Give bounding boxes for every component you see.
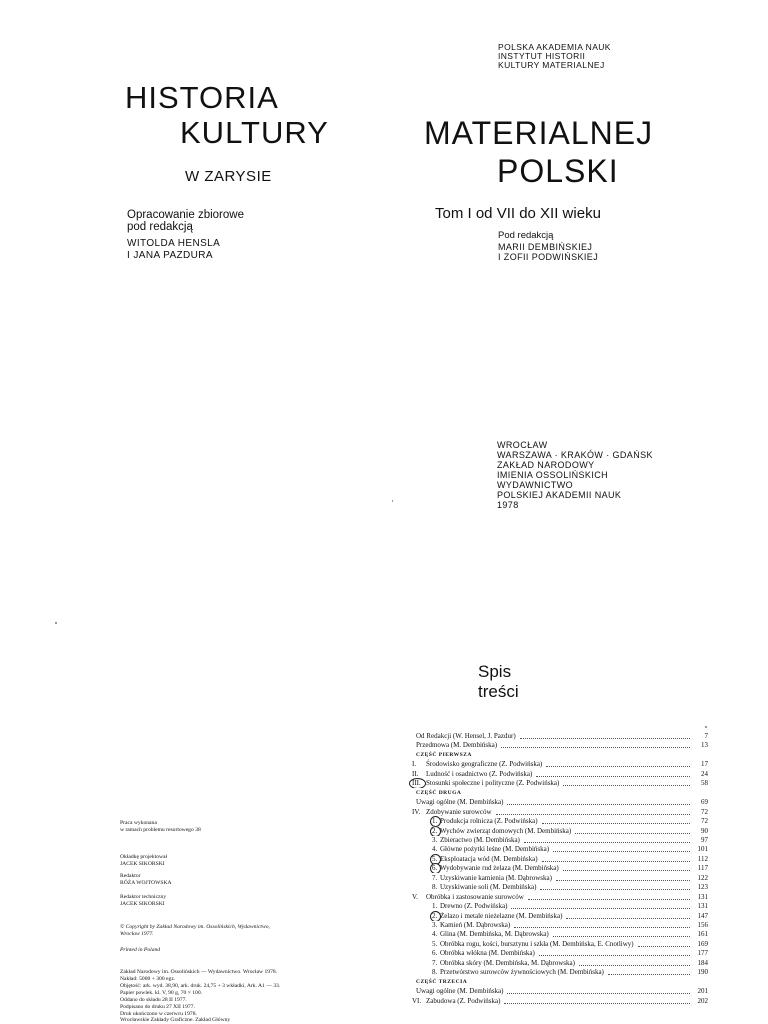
toc-entry-page: 72	[701, 808, 708, 816]
imprint-detail-line: Oddano do składu 28 II 1977.	[120, 997, 187, 1003]
toc-leader-dots	[524, 835, 690, 843]
toc-entry-number: 3.	[432, 836, 438, 844]
toc-entry-number: 8.	[432, 968, 438, 976]
toc-entry	[400, 778, 712, 788]
edited-by-label: Pod redakcją	[498, 230, 554, 241]
toc-entry-title: Glina (M. Dembińska, M. Dąbrowska)	[440, 930, 549, 938]
toc-entry-page: 122	[697, 874, 708, 882]
toc-leader-dots	[496, 807, 690, 815]
toc-leader-dots	[504, 996, 690, 1004]
volume-editors-line1: MARII DEMBIŃSKIEJ	[498, 242, 593, 252]
toc-leader-dots	[542, 854, 690, 862]
toc-leader-dots	[514, 920, 690, 928]
toc-leader-dots	[511, 901, 690, 909]
toc-entry-page: 201	[697, 987, 708, 995]
toc-entry	[400, 844, 712, 854]
toc-entry-title: Eksploatacja wód (M. Dembińska)	[440, 855, 538, 863]
toc-entry	[400, 816, 712, 826]
toc-entry-page: 177	[697, 949, 708, 957]
imprint-detail-line: Wrocławskie Zakłady Graficzne. Zakład Główny	[120, 1017, 231, 1023]
toc-entry-number: 2.	[432, 912, 438, 920]
imprint-detail-line: Druk ukończono w czerwcu 1978.	[120, 1011, 197, 1017]
toc-entry-number: 6.	[432, 949, 438, 957]
imprint-work-line1: Praca wykonana	[120, 820, 157, 826]
toc-leader-dots	[566, 911, 690, 919]
toc-entry-title: Zbieractwo (M. Dembińska)	[440, 836, 520, 844]
toc-entry-number: 5.	[432, 855, 438, 863]
toc-entry	[400, 996, 712, 1006]
series-editors-line1: WITOLDA HENSLA	[127, 238, 221, 249]
imprint-copyright-line1: © Copyright by Zakład Narodowy im. Ossolińskich, Wydawnictwo,	[120, 924, 270, 930]
imprint-tech-label: Redaktor techniczny	[120, 894, 167, 900]
toc-leader-dots	[553, 929, 690, 937]
toc-leader-dots	[563, 778, 690, 786]
toc-leader-dots	[579, 958, 690, 966]
toc-entry-title: Uwagi ogólne (M. Dembińska)	[416, 987, 504, 995]
toc-entry-number: 1.	[432, 902, 438, 910]
toc-leader-dots	[608, 967, 690, 975]
toc-entry	[400, 986, 712, 996]
toc-entry-page: 169	[697, 940, 708, 948]
toc-entry-title: Obróbka rogu, kości, bursztynu i szkła (M. Dembińska, E. Cnotliwy)	[440, 940, 634, 948]
imprint-detail-line: Papier powlek. kl. V, 90 g, 70 × 100.	[120, 990, 203, 996]
toc-entry-page: 69	[701, 798, 708, 806]
prepared-line1: Opracowanie zbiorowe	[127, 209, 244, 221]
toc-entry-number: 7.	[432, 874, 438, 882]
toc-entry-page: 7	[704, 732, 708, 740]
toc-entry-number: I.	[412, 760, 417, 768]
toc-entry-page: 184	[697, 959, 708, 967]
toc-entry-title: Produkcja rolnicza (Z. Podwińska)	[440, 817, 538, 825]
prepared-line2: pod redakcją	[127, 221, 193, 233]
toc-leader-dots	[539, 948, 690, 956]
toc-leader-dots	[501, 740, 690, 748]
toc-entry-title: Przetwórstwo surowców żywnościowych (M. Dembińska)	[440, 968, 604, 976]
publisher-year: 1978	[497, 500, 519, 510]
toc-entry-number: 7.	[432, 959, 438, 967]
toc-entry-page: 131	[697, 902, 708, 910]
book-title-line1: MATERIALNEJ	[424, 115, 654, 151]
handwritten-circle-mark	[409, 778, 426, 788]
series-title-line1: HISTORIA	[125, 80, 279, 115]
toc-entry-number: III.	[412, 779, 421, 787]
scan-speck	[392, 500, 393, 502]
toc-entry-number: 4.	[432, 845, 438, 853]
toc-leader-dots	[542, 816, 690, 824]
toc-leader-dots	[563, 863, 690, 871]
toc-entry-title: Stosunki społeczne i polityczne (Z. Podwińska)	[426, 779, 560, 787]
toc-entry-title: Od Redakcji (W. Hensel, J. Pazdur)	[416, 732, 516, 740]
toc-entry-title: Kamień (M. Dąbrowska)	[440, 921, 511, 929]
toc-entry-page: 161	[697, 930, 708, 938]
toc-leader-dots	[536, 769, 690, 777]
toc-entry-page: 97	[701, 836, 708, 844]
toc-entry-number: 6.	[432, 864, 438, 872]
imprint-cover-label: Okładkę projektował	[120, 854, 168, 860]
toc-entry-page: 117	[697, 864, 708, 872]
toc-entry-page: 101	[697, 845, 708, 853]
series-title-line2: KULTURY	[180, 115, 329, 150]
toc-entry	[400, 740, 712, 750]
toc-leader-dots	[507, 797, 690, 805]
institution-line1: POLSKA AKADEMIA NAUK	[498, 42, 611, 52]
toc-entry-title: Uzyskiwanie kamienia (M. Dąbrowska)	[440, 874, 552, 882]
toc-entry-title: Drewno (Z. Podwińska)	[440, 902, 508, 910]
contents-heading-line1: Spis	[478, 662, 512, 681]
imprint-copyright-line2: Wrocław 1977.	[120, 931, 154, 937]
toc-leader-dots	[520, 731, 690, 739]
toc-leader-dots	[575, 826, 690, 834]
toc-entry-number: 8.	[432, 883, 438, 891]
toc-section-heading: CZĘŚĆ DRUGA	[416, 790, 462, 796]
toc-entry-number: 1.	[432, 817, 438, 825]
toc-leader-dots	[528, 892, 690, 900]
toc-leader-dots	[556, 873, 690, 881]
publisher-line: POLSKIEJ AKADEMII NAUK	[497, 490, 622, 500]
toc-entry-title: Wydobywanie rud żelaza (M. Dembińska)	[440, 864, 559, 872]
imprint-detail-line: Objętość: ark. wyd. 38,90, ark. druk. 24,75 + 3 wkładki, Ark. A1 — 33.	[120, 983, 281, 989]
publisher-line: WARSZAWA · KRAKÓW · GDAŃSK	[497, 450, 653, 460]
toc-entry-page: 13	[701, 741, 708, 749]
toc-entry-page: 90	[701, 827, 708, 835]
toc-section-heading: CZĘŚĆ PIERWSZA	[416, 752, 472, 758]
publisher-line: WROCŁAW	[497, 440, 548, 450]
toc-entry-number: V.	[412, 893, 418, 901]
imprint-detail-line: Zakład Narodowy im. Ossolińskich — Wydawnictwo. Wrocław 1978.	[120, 969, 278, 975]
toc-entry	[400, 929, 712, 939]
toc-entry-page: 17	[701, 760, 708, 768]
toc-entry-page: 147	[697, 912, 708, 920]
contents-heading-line2: treści	[478, 682, 519, 701]
imprint-cover-name: JACEK SIKORSKI	[120, 861, 165, 867]
toc-leader-dots	[507, 986, 690, 994]
toc-entry	[400, 797, 712, 807]
toc-entry-title: Uwagi ogólne (M. Dembińska)	[416, 798, 504, 806]
institution-line3: KULTURY MATERIALNEJ	[498, 60, 605, 70]
toc-entry-page: 123	[697, 883, 708, 891]
series-editors-line2: I JANA PAZDURA	[127, 250, 213, 261]
toc-entry-number: 3.	[432, 921, 438, 929]
publisher-line: WYDAWNICTWO	[497, 480, 574, 490]
toc-entry-page: 190	[697, 968, 708, 976]
toc-entry-page: 112	[697, 855, 708, 863]
toc-entry-number: 2.	[432, 827, 438, 835]
toc-entry-title: Środowisko geograficzne (Z. Podwińska)	[426, 760, 543, 768]
toc-entry	[400, 967, 712, 977]
toc-entry-title: Żelazo i metale nieżelazne (M. Dembińska)	[440, 912, 563, 920]
toc-entry-title: Główne pożytki leśne (M. Dembińska)	[440, 845, 550, 853]
imprint-printed: Printed in Poland	[120, 947, 161, 953]
toc-entry-page: 58	[701, 779, 708, 787]
toc-entry	[400, 759, 712, 769]
toc-entry-number: 4.	[432, 930, 438, 938]
imprint-editor-label: Redaktor	[120, 873, 141, 879]
book-title-line2: POLSKI	[497, 153, 619, 189]
toc-entry-number: VI.	[412, 997, 422, 1005]
institution-line2: INSTYTUT HISTORII	[498, 51, 586, 61]
toc-entry-page: 202	[697, 997, 708, 1005]
imprint-editor-name: RÓŻA WOJTOWSKA	[120, 880, 172, 886]
imprint-detail-line: Podpisano do druku 27 XII 1977.	[120, 1004, 195, 1010]
volume-editors-line2: I ZOFII PODWIŃSKIEJ	[498, 252, 599, 262]
toc-section-heading: CZĘŚĆ TRZECIA	[416, 979, 468, 985]
toc-entry-title: Obróbka włókna (M. Dembińska)	[440, 949, 535, 957]
toc-entry-number: IV.	[412, 808, 421, 816]
toc-entry	[400, 948, 712, 958]
toc-entry-number: II.	[412, 770, 419, 778]
toc-entry-page: 24	[701, 770, 708, 778]
toc-leader-dots	[540, 882, 690, 890]
toc-entry	[400, 882, 712, 892]
toc-entry-page: 156	[697, 921, 708, 929]
toc-entry-page: 72	[701, 817, 708, 825]
toc-entry-title: Ludność i osadnictwo (Z. Podwińska)	[426, 770, 533, 778]
toc-entry	[400, 863, 712, 873]
toc-entry-title: Uzyskiwanie soli (M. Dembińska)	[440, 883, 537, 891]
toc-entry	[400, 901, 712, 911]
toc-leader-dots	[638, 939, 690, 947]
publisher-line: IMIENIA OSSOLIŃSKICH	[497, 470, 609, 480]
publisher-line: ZAKŁAD NARODOWY	[497, 460, 595, 470]
scan-speck	[55, 622, 57, 624]
toc-entry-page: 131	[697, 893, 708, 901]
imprint-detail-line: Nakład: 5000 + 300 egz.	[120, 976, 176, 982]
toc-entry-title: Obróbka skóry (M. Dembińska, M. Dąbrowska)	[440, 959, 575, 967]
scan-speck	[705, 726, 707, 728]
toc-entry-number: 5.	[432, 940, 438, 948]
toc-entry-title: Zabudowa (Z. Podwińska)	[426, 997, 501, 1005]
imprint-work-line2: w ramach problemu resortowego 38	[120, 827, 201, 833]
toc-entry-title: Przedmowa (M. Dembińska)	[416, 741, 498, 749]
toc-entry-title: Obróbka i zastosowanie surowców	[426, 893, 524, 901]
toc-leader-dots	[546, 759, 690, 767]
toc-entry-title: Zdobywanie surowców	[426, 808, 492, 816]
toc-leader-dots	[553, 844, 690, 852]
volume-label: Tom I od VII do XII wieku	[435, 205, 601, 222]
imprint-tech-name: JACEK SIKORSKI	[120, 901, 165, 907]
series-subtitle: W ZARYSIE	[185, 168, 272, 185]
toc-entry-title: Wychów zwierząt domowych (M. Dembińska)	[440, 827, 572, 835]
